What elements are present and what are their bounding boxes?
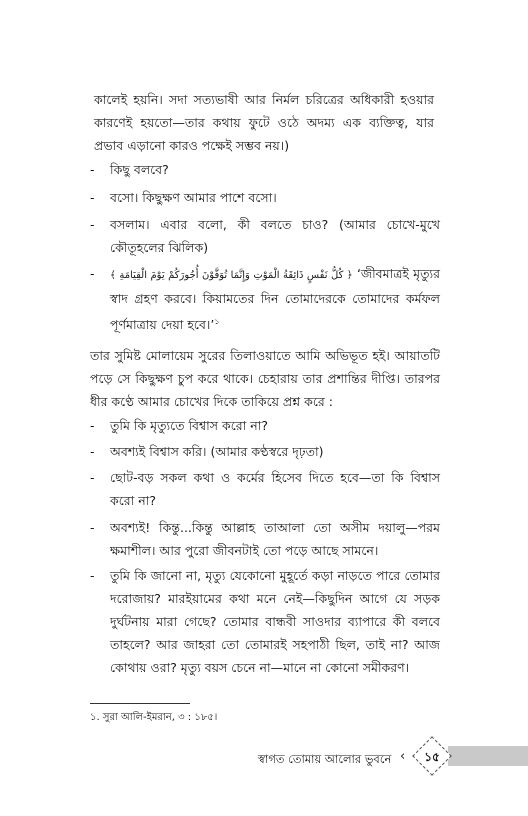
footnote: ১. সুরা আলি-ইমরান, ৩ : ১৮৫। [90,712,218,723]
dialogue-text: কিছু বলবে? [110,162,169,177]
dash-marker: - [90,418,95,433]
arabic-verse: ﴿ كُلُّ نَفْسٍ ذَائِقَةُ الْمَوْتِ وَإِنَّمَا تُوَفَّوْنَ أُجُورَكُمْ يَوْمَ الْقِيَامَةِ ﴾ [110,270,353,281]
page-number: ১৫ [424,750,440,764]
quran-verse-line [90,262,442,332]
footnote-divider [90,703,190,704]
dialogue-line [90,414,442,437]
dialogue-text: তুমি কি মৃত্যুতে বিশ্বাস করো না? [110,418,268,433]
verse-translation: ‘জীবমাত্রই মৃত্যুর স্বাদ গ্রহণ করবে। কিয়ামতের দিন তোমাদেরকে তোমাদের কর্মফল পূর্ণমাত্রায় দেয়া হবে।’ [110,266,440,333]
dash-marker: - [90,190,95,205]
middle-paragraph: তার সুমিষ্ট মোলায়েম সুরের তিলাওয়াতে আমি অভিভূত হই। আয়াতটি পড়ে সে কিছুক্ষণ চুপ করে থাকে। চেহারায় তার প্রশান্তির দীপ্তি। তারপর ধীর কণ্ঠে আমার চোখের দিকে তাকিয়ে প্রশ্ন করে : [90,348,440,409]
dash-marker: - [90,444,95,459]
dialogue-text: তুমি কি জানো না, মৃত্যু যেকোনো মুহূর্তে কড়া নাড়তে পারে তোমার দরোজায়? মারইয়ামের কথা মনে নেই—কিছুদিন আগে যে সড়ক দুর্ঘটনায় মারা গেছে? তোমার বান্ধবী সাওদার ব্যাপারে কী বলবে তাহলে? আর জাহরা তো তোমারই সহপাঠী ছিল, তাই না? আজ কোথায় ওরা? মৃত্যু বয়স চেনে না—মানে না কোনো সমীকরণ। [110,568,440,675]
dialogue-text: অবশ্যই! কিন্তু...কিন্তু আল্লাহ তাআলা তো অসীম দয়ালু—পরম ক্ষমাশীল। আর পুরো জীবনটাই তো পড়ে আছে সামনে। [110,520,440,558]
dash-marker: - [90,266,95,281]
dialogue-line [90,516,442,562]
dialogue-text: বসলাম। এবার বলো, কী বলতে চাও? (আমার চোখে-মুখে কৌতূহলের ঝিলিক) [110,217,440,255]
dialogue-line [90,564,442,680]
dialogue-text: বসো। কিছুক্ষণ আমার পাশে বসো। [110,190,277,205]
dialogue-line [90,158,442,181]
dash-marker: - [90,162,95,177]
dialogue-text: অবশ্যই বিশ্বাস করি। (আমার কণ্ঠস্বরে দৃঢ়তা) [110,444,324,459]
intro-paragraph: কালেই হয়নি। সদা সত্যভাষী আর নির্মল চরিত্রের অধিকারী হওয়ার কারণেই হয়তো—তার কথায় ফুটে ওঠে অদম্য এক ব্যক্তিত্ব, যার প্রভাব এড়ানো কারও পক্ষেই সম্ভব নয়।) [94,92,434,153]
dialogue-line [90,186,442,209]
dash-marker: - [90,520,95,535]
footer-bar [448,746,528,766]
running-title: স্বাগত তোমায় আলোর ভুবনে [258,752,392,766]
chevron-left-icon: ‹ [400,749,406,764]
dash-marker: - [90,217,95,232]
footnote-reference: ১ [214,317,220,326]
dash-marker: - [90,568,95,583]
dialogue-text: ছোট-বড় সকল কথা ও কর্মের হিসেব দিতে হবে—তা কি বিশ্বাস করো না? [110,470,440,508]
dash-marker: - [90,470,95,485]
dialogue-line [90,213,442,259]
dialogue-line [90,466,442,512]
page-footer [0,740,528,780]
quran-verse-text [110,262,440,336]
dialogue-line [90,440,442,463]
